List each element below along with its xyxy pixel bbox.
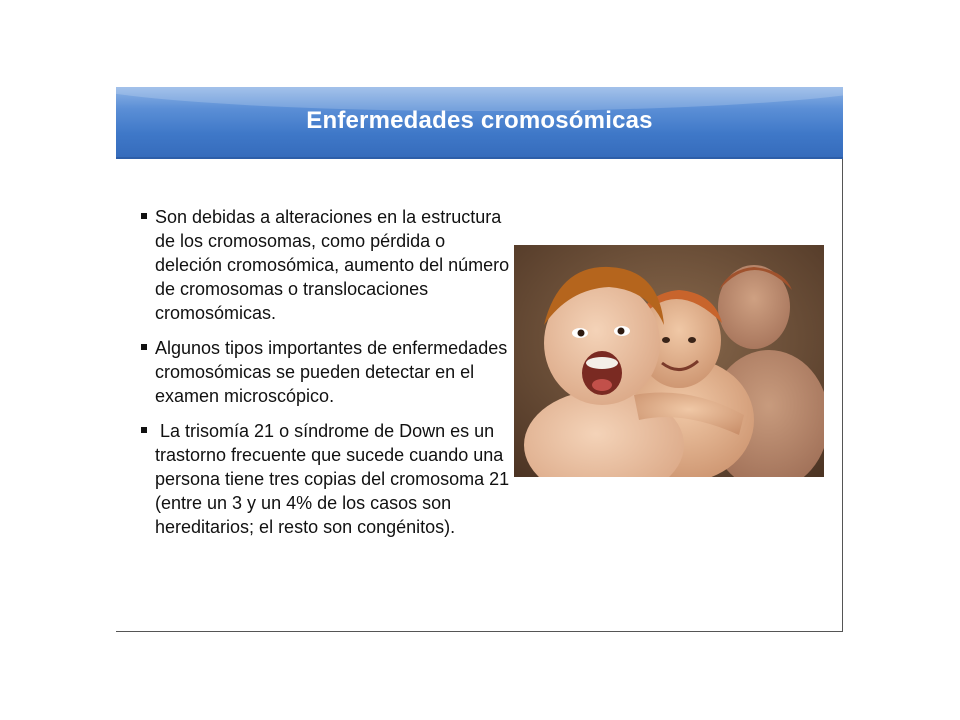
bullet-text: Algunos tipos importantes de enfermedades cromosómicas se pueden detectar en el examen microscópico. bbox=[155, 338, 508, 406]
square-bullet-icon bbox=[141, 344, 147, 350]
bullet-item bbox=[141, 419, 515, 539]
bullet-text: Son debidas a alteraciones en la estructura de los cromosomas, como pérdida o deleción cromosómica, aumento del número de cromosomas o translocaciones cromosómicas. bbox=[155, 207, 510, 323]
slide-title: Enfermedades cromosómicas bbox=[306, 107, 653, 134]
bullet-list bbox=[141, 205, 515, 550]
bullet-text: La trisomía 21 o síndrome de Down es un trastorno frecuente que sucede cuando una persona tiene tres copias del cromosoma 21 (entre un 3 y un 4% de los casos son hereditarios; el resto son congénitos). bbox=[155, 421, 515, 537]
bullet-item bbox=[141, 205, 511, 325]
square-bullet-icon bbox=[141, 213, 147, 219]
square-bullet-icon bbox=[141, 427, 147, 433]
title-bar bbox=[116, 87, 843, 159]
bullet-item bbox=[141, 336, 511, 408]
children-photo-icon bbox=[514, 245, 824, 477]
